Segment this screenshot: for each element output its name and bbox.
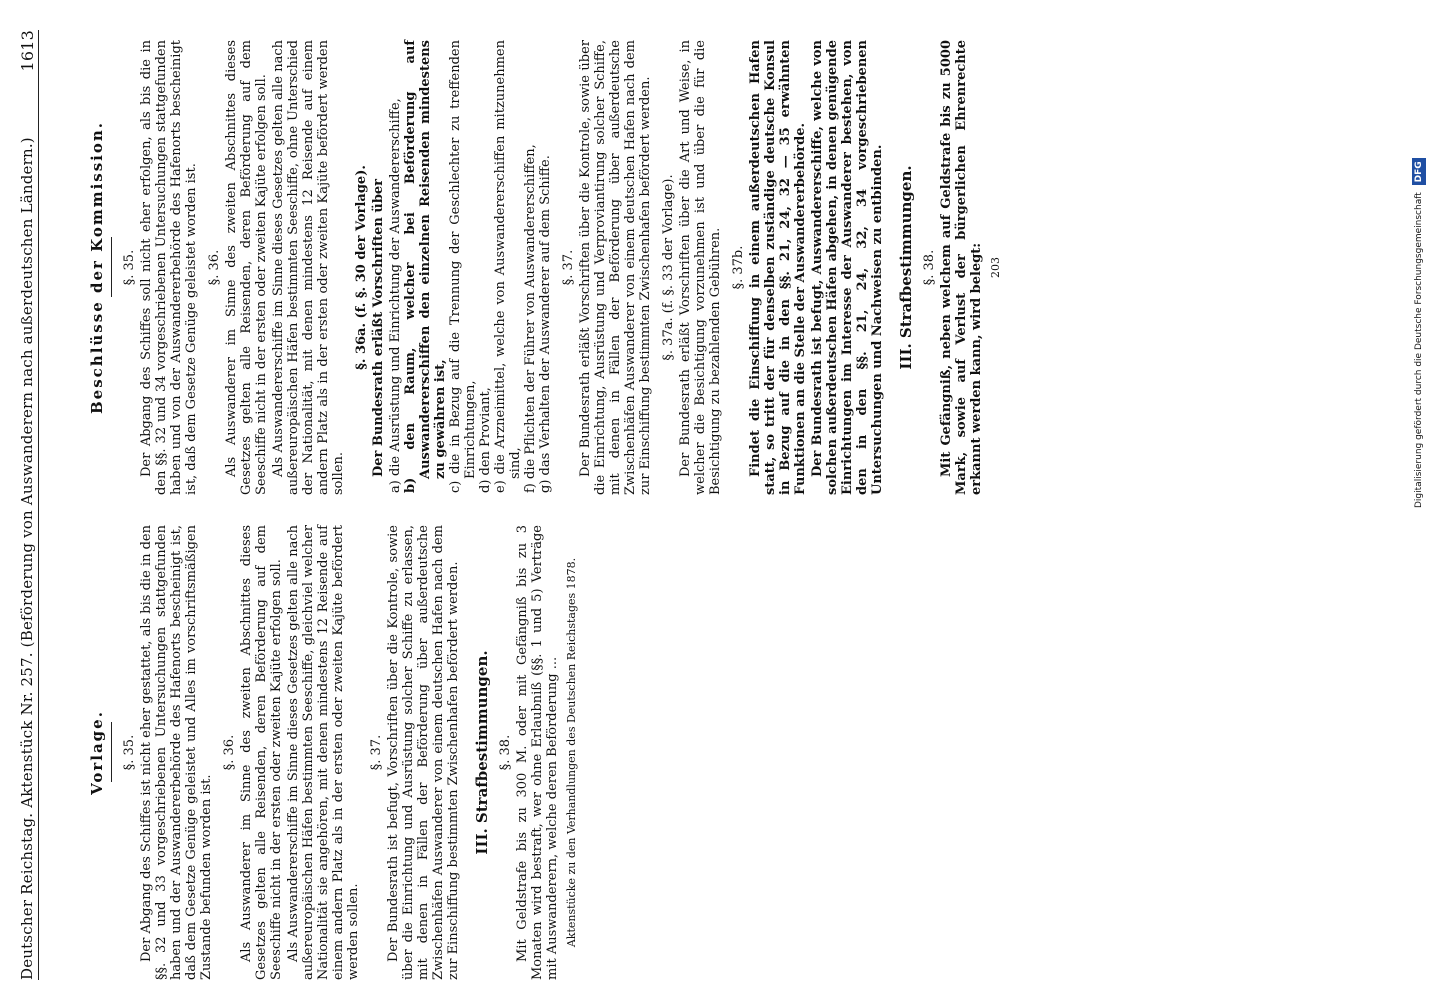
paragraph-text: Als Auswanderer im Sinne des zweiten Abschnittes dieses Gesetzes gelten alle Reisenden, deren Beförderung auf dem Seeschiffe nicht in der ersten oder zweiten Kajüte erfolgen soll. <box>239 525 284 980</box>
list-item: f) die Pflichten der Führer von Auswandererschiffen, <box>523 144 538 493</box>
credit-text: Digitalisierung gefördert durch die Deutsche Forschungsgemeinschaft <box>1414 192 1424 508</box>
paragraph-text: Der Abgang des Schiffes soll nicht eher erfolgen, als bis die in den §§. 32 und 34 vorgeschriebenen Untersuchungen stattgefunden haben und von der Auswandererbehörde des Hafenorts bescheinigt ist, daß dem Gesetze Genüge geleistet worden ist. <box>139 40 199 495</box>
list-item: e) die Arzneimittel, welche von Auswandererschiffen mitzunehmen sind, <box>493 40 523 493</box>
paragraph-number: §. 36. <box>222 734 237 771</box>
left-column-vorlage <box>90 525 579 980</box>
paragraph-text: Der Bundesrath ist befugt, Vorschriften über die Kontrole, sowie über die Einrichtung und Ausrüstung solcher Schiffe zu erlassen, mit denen in Fällen der Beförderung über außerdeutsche Zwischenhäfen Auswanderer von einem deutschen Hafen nach dem zur Einschiffung bestimmten Zwischenhafen befördert werden. <box>386 525 461 980</box>
list-item: d) den Proviant, <box>478 387 493 493</box>
right-column-title: Beschlüsse der Kommission. <box>88 121 106 414</box>
list-item: a) die Ausrüstung und Einrichtung der Auswandererschiffe, <box>388 98 403 493</box>
footer-note: Aktenstücke zu den Verhandlungen des Deutschen Reichstages 1878. <box>565 557 578 948</box>
section-title: III. Strafbestimmungen. <box>473 650 491 855</box>
paragraph-text: Als Auswandererschiffe im Sinne dieses Gesetzes gelten alle nach außereuropäischen Häfen bestimmten Seeschiffe, gleichviel welcher Nationalität sie angehören, mit denen mindestens 12 Reisende auf einem andern Platz als in der ersten oder zweiten Kajüte befördert werden sollen. <box>286 525 361 980</box>
paragraph-text: Der Bundesrath erläßt Vorschriften über die Kontrole, sowie über die Einrichtung, Ausrüstung und Verproviantirung solcher Schiffe, mit denen in Fällen der Beförderung über außerdeutsche Zwischenhäfen Auswanderer von einem deutschen Hafen nach dem zur Einschiffung bestimmten Zwischenhafen befördert werden. <box>578 40 653 495</box>
list-item: g) das Verhalten der Auswanderer auf dem Schiffe. <box>538 155 553 493</box>
paragraph-number: §. 37a. (f. §. 33 der Vorlage). <box>661 174 676 361</box>
paragraph-text: Der Bundesrath ist befugt, Auswandererschiffe, welche von solchen außerdeutschen Häfen abgehen, in denen genügende Einrichtungen im Interesse der Auswanderer bestehen, von den in den §§. 21, 24, 32, 34 vorgeschriebenen Untersuchungen und Nachweisen zu entbinden. <box>810 40 885 495</box>
dfg-logo: DFG <box>1412 158 1426 185</box>
paragraph-text: Als Auswandererschiffe im Sinne dieses Gesetzes gelten alle nach außereuropäischen Häfen bestimmten Seeschiffe, ohne Unterschied der Nationalität, mit denen mindestens 12 Reisende auf einem andern Platz als in der ersten oder zweiten Kajüte befördert werden sollen. <box>271 40 346 495</box>
paragraph-number: §. 38. <box>922 249 937 286</box>
paragraph-text: Der Bundesrath erläßt Vorschriften über <box>371 178 386 477</box>
paragraph-number: §. 35. <box>122 734 137 771</box>
section-title: III. Strafbestimmungen. <box>897 165 915 370</box>
digitization-credit <box>1412 8 1426 508</box>
paragraph-text: Findet die Einschiffung in einem außerdeutschen Hafen statt, so tritt der für denselben zuständige deutsche Konsul in Bezug auf die in den §§. 21, 24, 32 — 35 erwähnten Funktionen an die Stelle der Auswandererbehörde. <box>748 40 808 495</box>
paragraph-number: §. 37. <box>369 734 384 771</box>
paragraph-text: Mit Gefängniß, neben welchem auf Geldstrafe bis zu 5000 Mark, sowie auf Verlust der bürgerlichen Ehrenrechte erkannt werden kann, wird belegt: <box>939 40 984 495</box>
header-page-number: 1613 <box>18 30 37 72</box>
page-header <box>20 30 39 980</box>
paragraph-number: §. 36. <box>207 249 222 286</box>
right-column-kommission <box>90 40 1003 495</box>
paragraph-number: §. 36a. (f. §. 30 der Vorlage). <box>354 165 369 370</box>
paragraph-text: Mit Geldstrafe bis zu 300 M. oder mit Gefängniß bis zu 3 Monaten wird bestraft, wer ohne Erlaubniß (§§. 1 und 5) Verträge mit Auswanderern, welche deren Beförderung ... <box>515 525 560 980</box>
title-rule <box>111 723 112 783</box>
paragraph-text: Der Bundesrath erläßt Vorschriften über die Art und Weise, in welcher die Besichtigung vorzunehmen ist und über die für die Besichtigung zu bezahlenden Gebühren. <box>678 40 723 495</box>
title-rule <box>111 238 112 298</box>
list-item: c) die in Bezug auf die Trennung der Geschlechter zu treffenden Einrichtungen, <box>448 40 478 493</box>
paragraph-number: §. 38. <box>498 734 513 771</box>
list-item: b) den Raum, welcher bei Beförderung auf Auswandererschiffen den einzelnen Reisenden mindestens zu gewähren ist, <box>403 40 448 493</box>
paragraph-number: §. 35. <box>122 249 137 286</box>
paragraph-text: Als Auswanderer im Sinne des zweiten Abschnittes dieses Gesetzes gelten alle Reisenden, deren Beförderung auf dem Seeschiffe nicht in der ersten oder zweiten Kajüte erfolgen soll. <box>224 40 269 495</box>
paragraph-text: Der Abgang des Schiffes ist nicht eher gestattet, als bis die in den §§. 32 und 33 vorgeschriebenen Untersuchungen stattgefunden haben und der Auswandererbehörde des Hafenorts bescheinigt ist, daß dem Gesetze Genüge geleistet und Alles im vorschriftsmäßigen Zustande befunden worden ist. <box>139 525 214 980</box>
page-footer-number: 203 <box>989 257 1002 278</box>
left-column-title: Vorlage. <box>88 710 106 795</box>
paragraph-number: §. 37. <box>561 249 576 286</box>
paragraph-number: §. 37b. <box>731 245 746 290</box>
header-text: Deutscher Reichstag. Aktenstück Nr. 257. (Beförderung von Auswanderern nach außerdeutschen Ländern.) <box>18 137 36 980</box>
